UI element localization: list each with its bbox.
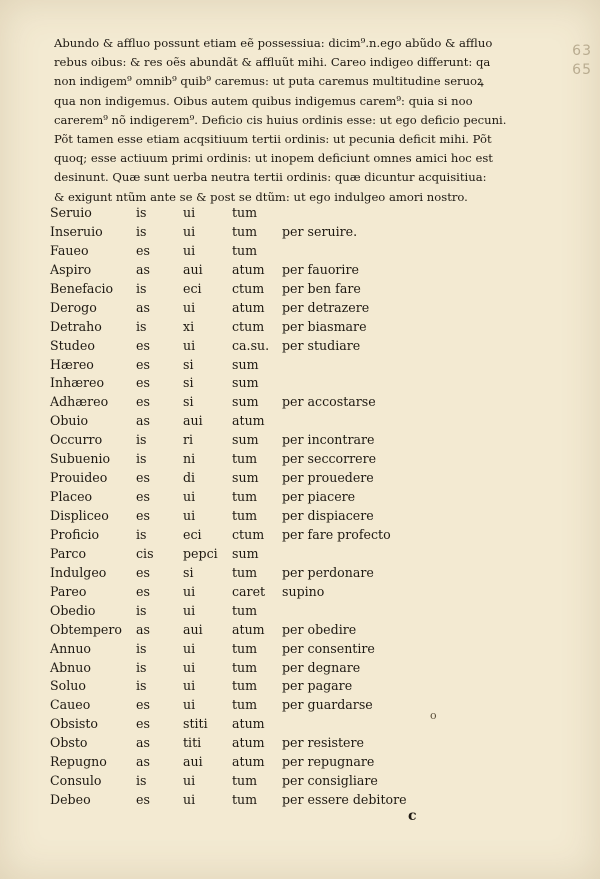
verb-cell: Obsisto	[50, 716, 98, 732]
table-row	[50, 773, 540, 792]
conjugation-ending-cell: es	[136, 716, 150, 732]
perfect-ending-cell: eci	[183, 280, 202, 296]
conjugation-ending-cell: is	[136, 678, 147, 694]
conjugation-ending-cell: as	[136, 261, 150, 277]
translation-cell: per fare profecto	[282, 526, 391, 542]
supine-ending-cell: tum	[232, 773, 258, 789]
perfect-ending-cell: di	[183, 470, 196, 486]
supine-ending-cell: sum	[232, 545, 259, 561]
conjugation-ending-cell: is	[136, 205, 147, 220]
supine-ending-cell: tum	[232, 602, 258, 618]
table-row	[50, 660, 540, 679]
translation-cell: per studiare	[282, 337, 361, 353]
supine-ending-cell: ctum	[232, 526, 265, 542]
table-row	[50, 716, 540, 735]
verb-cell: Derogo	[50, 299, 97, 315]
verb-cell: Repugno	[50, 754, 107, 770]
supine-ending-cell: ctum	[232, 280, 265, 296]
conjugation-ending-cell: is	[136, 451, 147, 467]
verb-cell: Caueo	[50, 697, 91, 713]
perfect-ending-cell: si	[183, 356, 194, 372]
supine-ending-cell: tum	[232, 451, 258, 467]
translation-cell: per detrazere	[282, 299, 370, 315]
perfect-ending-cell: ui	[183, 602, 196, 618]
table-row	[50, 375, 540, 394]
verb-cell: Detraho	[50, 318, 102, 334]
conjugation-ending-cell: es	[136, 489, 150, 505]
table-row	[50, 508, 540, 527]
translation-cell: per consigliare	[282, 773, 378, 789]
conjugation-ending-cell: es	[136, 394, 150, 410]
conjugation-ending-cell: as	[136, 621, 150, 637]
conjugation-ending-cell: as	[136, 735, 150, 751]
perfect-ending-cell: ui	[183, 678, 196, 694]
verb-cell: Inhæreo	[50, 375, 105, 391]
conjugation-ending-cell: is	[136, 526, 147, 542]
translation-cell: supino	[282, 583, 325, 599]
table-row	[50, 678, 540, 697]
conjugation-ending-cell: as	[136, 299, 150, 315]
supine-ending-cell: sum	[232, 375, 259, 391]
table-row	[50, 281, 540, 300]
conjugation-ending-cell: es	[136, 337, 150, 353]
supine-ending-cell: atum	[232, 735, 265, 751]
table-row	[50, 697, 540, 716]
verb-cell: Consulo	[50, 773, 102, 789]
supine-ending-cell: tum	[232, 697, 258, 713]
conjugation-ending-cell: is	[136, 280, 147, 296]
verb-cell: Subuenio	[50, 451, 111, 467]
supine-ending-cell: tum	[232, 489, 258, 505]
translation-cell: per prouedere	[282, 470, 374, 486]
perfect-ending-cell: ui	[183, 205, 196, 220]
verb-cell: Occurro	[50, 432, 103, 448]
verb-cell: Indulgeo	[50, 564, 107, 580]
supine-ending-cell: tum	[232, 508, 258, 523]
translation-cell: per dispiacere	[282, 508, 374, 523]
verb-cell: Hæreo	[50, 356, 94, 372]
translation-cell: per resistere	[282, 735, 364, 751]
translation-cell: per obedire	[282, 621, 357, 637]
table-row	[50, 754, 540, 773]
conjugation-ending-cell: es	[136, 242, 150, 258]
supine-ending-cell: tum	[232, 242, 258, 258]
perfect-ending-cell: pepci	[183, 545, 218, 561]
perfect-ending-cell: si	[183, 375, 194, 391]
conjugation-ending-cell: is	[136, 602, 147, 618]
prose-line: quoq; esse actiuum primi ordinis: ut inopem deficiunt omnes amici hoc est	[54, 151, 493, 166]
verb-cell: Annuo	[50, 640, 92, 656]
verb-cell: Placeo	[50, 489, 93, 505]
verb-cell: Obsto	[50, 735, 88, 751]
table-row	[50, 527, 540, 546]
verb-cell: Abnuo	[50, 659, 91, 675]
translation-cell: per essere debitore	[282, 792, 407, 808]
verb-cell: Soluo	[50, 678, 86, 694]
verb-cell: Inseruio	[50, 223, 103, 239]
translation-cell: per biasmare	[282, 318, 367, 334]
table-row	[50, 224, 540, 243]
margin-note: 65	[572, 62, 592, 78]
table-row	[50, 357, 540, 376]
conjugation-ending-cell: es	[136, 697, 150, 713]
conjugation-ending-cell: es	[136, 508, 150, 523]
verb-cell: Prouideo	[50, 470, 108, 486]
prose-line: non indigem⁹ omnib⁹ quib⁹ caremus: ut puta caremus multitudine seruoꝝ	[54, 74, 484, 89]
supine-ending-cell: sum	[232, 432, 259, 448]
perfect-ending-cell: si	[183, 564, 194, 580]
verb-cell: Obuio	[50, 413, 89, 429]
verb-cell: Studeo	[50, 337, 95, 353]
table-row	[50, 451, 540, 470]
table-row	[50, 622, 540, 641]
table-row	[50, 489, 540, 508]
conjugation-ending-cell: is	[136, 318, 147, 334]
perfect-ending-cell: ui	[183, 697, 196, 713]
supine-ending-cell: tum	[232, 678, 258, 694]
conjugation-ending-cell: is	[136, 640, 147, 656]
verb-cell: Parco	[50, 545, 87, 561]
prose-line: Põt tamen esse etiam acqsitiuum tertii ordinis: ut pecunia deficit mihi. Põt	[54, 132, 492, 147]
prose-line: Abundo & affluo possunt etiam eẽ possessiua: dicim⁹.n.ego abũdo & affluo	[54, 36, 493, 50]
table-row	[50, 603, 540, 622]
supine-ending-cell: atum	[232, 261, 265, 277]
supine-ending-cell: atum	[232, 754, 265, 770]
perfect-ending-cell: xi	[183, 318, 195, 334]
table-row	[50, 565, 540, 584]
translation-cell: per seruire.	[282, 223, 358, 239]
perfect-ending-cell: ui	[183, 337, 196, 353]
verb-cell: Faueo	[50, 242, 89, 258]
verb-cell: Adhæreo	[50, 394, 109, 410]
perfect-ending-cell: ri	[183, 432, 194, 448]
perfect-ending-cell: aui	[183, 261, 203, 277]
verb-conjugation-table	[50, 205, 540, 811]
conjugation-ending-cell: es	[136, 470, 150, 486]
conjugation-ending-cell: es	[136, 583, 150, 599]
prose-line: & exigunt ntũm ante se & post se dtũm: ut ego indulgeo amori nostro.	[54, 189, 468, 204]
table-row	[50, 584, 540, 603]
table-row	[50, 641, 540, 660]
perfect-ending-cell: ui	[183, 659, 196, 675]
perfect-ending-cell: ui	[183, 792, 196, 808]
perfect-ending-cell: ui	[183, 508, 196, 523]
verb-cell: Benefacio	[50, 280, 114, 296]
table-row	[50, 792, 540, 811]
perfect-ending-cell: ui	[183, 583, 196, 599]
conjugation-ending-cell: as	[136, 754, 150, 770]
table-row	[50, 413, 540, 432]
table-row	[50, 243, 540, 262]
conjugation-ending-cell: es	[136, 375, 150, 391]
supine-ending-cell: sum	[232, 394, 259, 410]
perfect-ending-cell: ui	[183, 773, 196, 789]
supine-ending-cell: tum	[232, 205, 258, 220]
verb-cell: Proficio	[50, 526, 100, 542]
table-row	[50, 262, 540, 281]
catchword: c	[408, 808, 417, 824]
conjugation-ending-cell: as	[136, 413, 150, 429]
table-row	[50, 205, 540, 224]
perfect-ending-cell: stiti	[183, 716, 208, 732]
translation-cell: per seccorrere	[282, 451, 377, 467]
table-row	[50, 470, 540, 489]
translation-cell: per degnare	[282, 659, 361, 675]
conjugation-ending-cell: es	[136, 564, 150, 580]
margin-note: 63	[572, 43, 592, 59]
supine-ending-cell: tum	[232, 640, 258, 656]
translation-cell: per piacere	[282, 489, 356, 505]
translation-cell: per incontrare	[282, 432, 375, 448]
perfect-ending-cell: eci	[183, 526, 202, 542]
perfect-ending-cell: ni	[183, 451, 196, 467]
table-row	[50, 735, 540, 754]
translation-cell: per ben fare	[282, 280, 361, 296]
perfect-ending-cell: aui	[183, 413, 203, 429]
supine-ending-cell: sum	[232, 470, 259, 486]
stray-mark: o	[430, 709, 437, 722]
prose-line: qua non indigemus. Oibus autem quibus indigemus carem⁹: quia si noo	[54, 93, 473, 108]
table-row	[50, 319, 540, 338]
supine-ending-cell: ca.su.	[232, 337, 270, 353]
conjugation-ending-cell: is	[136, 773, 147, 789]
translation-cell: per consentire	[282, 640, 375, 656]
conjugation-ending-cell: es	[136, 356, 150, 372]
prose-line: rebus oibus: & res oẽs abundãt & affluũt mihi. Careo indigeo differunt: qa	[54, 55, 491, 70]
perfect-ending-cell: ui	[183, 242, 196, 258]
table-row	[50, 546, 540, 565]
translation-cell: per repugnare	[282, 754, 375, 770]
table-row	[50, 300, 540, 319]
perfect-ending-cell: ui	[183, 640, 196, 656]
verb-cell: Seruio	[50, 205, 92, 220]
table-row	[50, 432, 540, 451]
perfect-ending-cell: aui	[183, 621, 203, 637]
perfect-ending-cell: titi	[183, 735, 202, 751]
supine-ending-cell: atum	[232, 716, 265, 732]
verb-cell: Obedio	[50, 602, 96, 618]
translation-cell: per guardarse	[282, 697, 373, 713]
supine-ending-cell: atum	[232, 413, 265, 429]
supine-ending-cell: sum	[232, 356, 259, 372]
supine-ending-cell: tum	[232, 564, 258, 580]
table-row	[50, 338, 540, 357]
conjugation-ending-cell: cis	[136, 545, 154, 561]
prose-line: desinunt. Quæ sunt uerba neutra tertii ordinis: quæ dicuntur acquisitiua:	[54, 170, 487, 185]
translation-cell: per fauorire	[282, 261, 359, 277]
supine-ending-cell: atum	[232, 299, 265, 315]
supine-ending-cell: tum	[232, 223, 258, 239]
verb-cell: Pareo	[50, 583, 87, 599]
supine-ending-cell: tum	[232, 792, 258, 808]
translation-cell: per pagare	[282, 678, 353, 694]
translation-cell: per accostarse	[282, 394, 376, 410]
supine-ending-cell: ctum	[232, 318, 265, 334]
verb-cell: Obtempero	[50, 621, 122, 637]
translation-cell: per perdonare	[282, 564, 374, 580]
perfect-ending-cell: ui	[183, 299, 196, 315]
perfect-ending-cell: ui	[183, 489, 196, 505]
verb-cell: Displiceo	[50, 508, 109, 523]
conjugation-ending-cell: is	[136, 223, 147, 239]
prose-line: carerem⁹ nõ indigerem⁹. Deficio cis huius ordinis esse: ut ego deficio pecuni.	[54, 112, 507, 127]
verb-cell: Debeo	[50, 792, 91, 808]
supine-ending-cell: caret	[232, 583, 266, 599]
margin-pencil-notes	[572, 42, 592, 80]
perfect-ending-cell: aui	[183, 754, 203, 770]
conjugation-ending-cell: is	[136, 659, 147, 675]
perfect-ending-cell: ui	[183, 223, 196, 239]
supine-ending-cell: atum	[232, 621, 265, 637]
table-row	[50, 394, 540, 413]
supine-ending-cell: tum	[232, 659, 258, 675]
perfect-ending-cell: si	[183, 394, 194, 410]
prose-paragraph	[54, 34, 546, 207]
conjugation-ending-cell: es	[136, 792, 150, 808]
verb-cell: Aspiro	[50, 261, 92, 277]
conjugation-ending-cell: is	[136, 432, 147, 448]
